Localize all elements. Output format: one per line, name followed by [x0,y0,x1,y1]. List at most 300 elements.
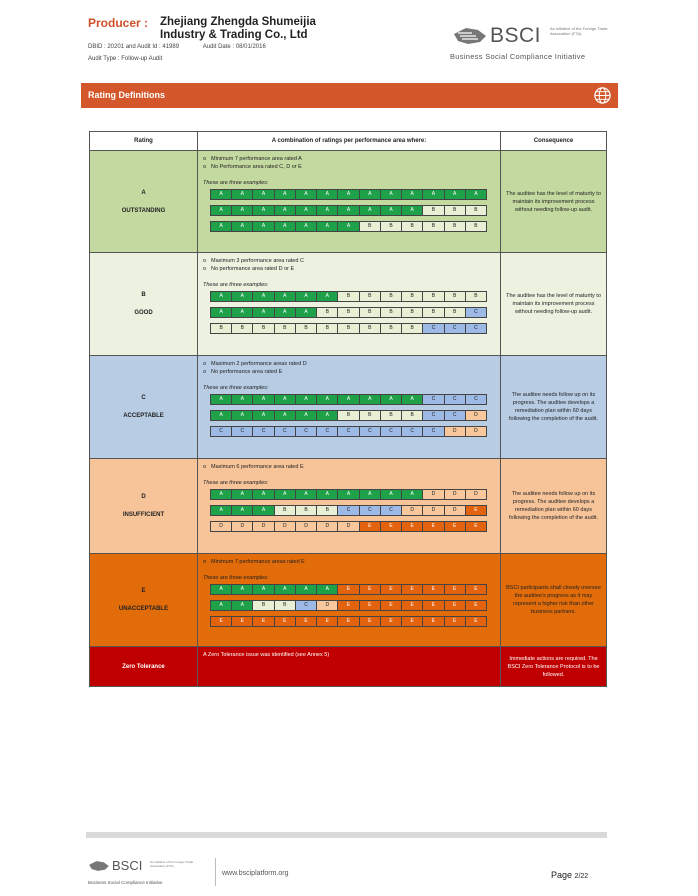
producer-name-line2: Industry & Trading Co., Ltd [160,29,308,41]
rating-cell-a: A [232,411,253,420]
rating-cell-c: C [466,324,486,333]
rating-row [90,253,607,356]
rating-cell-e: E [466,506,486,515]
rating-cell-a: A [296,411,317,420]
rating-cell-a: A [402,206,423,215]
rating-cell-a: A [317,222,338,231]
rating-letter: E [141,588,146,594]
page-indicator [551,870,588,880]
rating-cell-a: A [275,308,296,317]
rating-cell-a: A [381,190,402,199]
rating-cell [90,253,198,356]
rating-cell-e: E [275,617,296,626]
rating-cell-b: B [423,206,444,215]
rating-cell-a: A [211,190,232,199]
bsci-logo [450,22,620,70]
rating-cell-a: A [253,222,274,231]
rating-cell-a: A [317,411,338,420]
rating-row [90,151,607,253]
rating-cell-b: B [232,324,253,333]
examples-label: These are three examples: [203,282,269,288]
rating-cell-b: B [317,308,338,317]
rating-cell-b: B [296,324,317,333]
criterion-text: Maximum 6 performance area rated E [211,464,304,470]
page-label: Page [551,870,573,880]
combination-cell [198,459,501,554]
criterion [203,360,495,368]
example-rating-strip [210,394,487,405]
rating-row [90,459,607,554]
rating-cell-a: A [275,222,296,231]
bullet-circle-icon: o [203,164,207,170]
rating-cell-e: E [402,617,423,626]
bsci-logo-word: BSCI [490,24,542,47]
consequence-cell: The auditee needs follow up on its progress. The auditee develops a remediation plan within 60 days following the completion of the audit. [501,459,607,554]
rating-cell-b: B [381,292,402,301]
rating-cell-b: B [466,222,486,231]
rating-cell-a: A [296,308,317,317]
bsci-hands-icon [452,24,488,48]
rating-cell-e: E [381,617,402,626]
rating-cell-c: C [423,427,444,436]
rating-cell-e: E [360,617,381,626]
rating-cell-e: E [338,585,359,594]
criterion-text: Maximum 3 performance area rated C [211,258,304,264]
criterion [203,163,495,171]
rating-cell-a: A [232,190,253,199]
rating-cell-c: C [381,427,402,436]
rating-cell-b: B [402,222,423,231]
rating-cell-d: D [275,522,296,531]
rating-cell-a: A [338,190,359,199]
rating-cell-a: A [253,190,274,199]
rating-cell-a: A [275,292,296,301]
criterion-text: No performance area rated D or E [211,266,295,272]
rating-cell-e: E [338,617,359,626]
rating-cell-b: B [402,324,423,333]
rating-cell-c: C [381,506,402,515]
rating-cell-a: A [211,506,232,515]
example-rating-strip [210,410,487,421]
header-consequence: Consequence [501,132,607,151]
rating-cell-e: E [402,601,423,610]
rating-cell-d: D [338,522,359,531]
rating-cell-d: D [317,522,338,531]
footer-bsci-hands-icon [88,858,110,874]
rating-cell-b: B [275,506,296,515]
rating-cell-c: C [445,324,466,333]
rating-cell-a: A [232,292,253,301]
criterion-text: Maximum 2 performance areas rated D [211,361,307,367]
rating-cell-c: C [402,427,423,436]
criterion-text: Minimum 7 performance areas rated E [211,559,305,565]
rating-name: Zero Tolerance [122,663,165,670]
rating-cell-b: B [445,222,466,231]
criterion-text: Minimum 7 performance area rated A [211,156,302,162]
criterion [203,257,495,265]
producer-name-line1: Zhejiang Zhengda Shumeijia [160,16,316,28]
rating-cell-b: B [466,292,486,301]
rating-letter: B [141,292,146,298]
bsci-tagline: Business Social Compliance Initiative [450,52,586,61]
consequence-cell: The auditee has the level of maturity to maintain its improvement process without needing follow-up audit. [501,151,607,253]
consequence-cell: Immediate actions are required. The BSCI Zero Tolerance Protocol is to be followed. [501,647,607,687]
rating-cell-e: E [466,522,486,531]
rating-cell-e: E [381,601,402,610]
rating-cell [90,647,198,687]
rating-cell-b: B [360,411,381,420]
rating-cell-a: A [338,206,359,215]
rating-cell-a: A [211,411,232,420]
rating-cell-a: A [317,190,338,199]
consequence-cell: The auditee needs follow up on its progress. The auditee develops a remediation plan within 60 days following the completion of the audit. [501,356,607,459]
rating-cell-b: B [466,206,486,215]
page-number: 2/22 [574,873,589,880]
header-combination: A combination of ratings per performance area where: [198,132,501,151]
criterion-text: A Zero Tolerance issue was identified (see Annex 5) [203,652,330,658]
rating-cell-c: C [317,427,338,436]
rating-name: UNACCEPTABLE [118,606,169,612]
rating-cell-e: E [466,601,486,610]
example-rating-strip [210,426,487,437]
example-rating-strip [210,221,487,232]
rating-cell-a: A [232,601,253,610]
rating-definitions-table [89,131,607,687]
rating-cell-a: A [253,490,274,499]
example-rating-strip [210,323,487,334]
rating-cell-a: A [211,601,232,610]
rating-cell-d: D [466,411,486,420]
rating-cell-a: A [232,206,253,215]
rating-cell-a: A [275,585,296,594]
rating-cell-b: B [338,324,359,333]
rating-cell-a: A [253,308,274,317]
rating-cell-a: A [466,190,486,199]
criterion-text: No performance area rated E [211,369,283,375]
rating-cell-d: D [232,522,253,531]
rating-cell-a: A [360,190,381,199]
rating-cell-a: A [275,395,296,404]
rating-cell-a: A [232,308,253,317]
rating-row [90,647,607,687]
example-rating-strip [210,189,487,200]
rating-cell-a: A [232,395,253,404]
rating-cell-d: D [211,522,232,531]
bsci-logo-sub: An initiative of the Foreign Trade Association (FTA) [550,26,608,36]
document-header [88,16,618,76]
rating-cell-e: E [402,585,423,594]
rating-cell-e: E [445,617,466,626]
rating-cell-a: A [211,585,232,594]
bullet-circle-icon: o [203,559,207,565]
rating-cell-a: A [296,395,317,404]
rating-cell-e: E [232,617,253,626]
criterion [203,265,495,273]
bullet-circle-icon: o [203,361,207,367]
criterion [203,368,495,376]
rating-cell-b: B [360,222,381,231]
audit-date: Audit Date : 08/01/2016 [202,44,266,50]
rating-cell-c: C [253,427,274,436]
rating-cell-c: C [338,427,359,436]
rating-cell-a: A [338,395,359,404]
rating-cell-a: A [275,190,296,199]
rating-row [90,554,607,647]
examples-label: These are three examples: [203,575,269,581]
rating-cell-b: B [423,222,444,231]
rating-cell-c: C [466,395,486,404]
rating-cell-c: C [445,395,466,404]
rating-cell-c: C [360,506,381,515]
rating-cell-e: E [381,585,402,594]
producer-name [160,16,390,42]
footer-logo-sub: An initiative of the Foreign Trade Association (FTA) [150,860,194,868]
rating-name: OUTSTANDING [121,207,166,214]
combination-cell [198,356,501,459]
rating-cell-a: A [275,206,296,215]
rating-cell-b: B [317,324,338,333]
criterion [203,558,495,566]
rating-cell-a: A [402,490,423,499]
rating-cell-d: D [445,506,466,515]
rating-cell-a: A [317,292,338,301]
rating-cell-a: A [296,222,317,231]
rating-cell-b: B [381,222,402,231]
rating-cell-b: B [360,292,381,301]
consequence-cell: BSCI participants shall closely oversee the auditee's progress as it may represent a higher risk than other business partners. [501,554,607,647]
rating-cell [90,554,198,647]
rating-cell-a: A [296,585,317,594]
rating-cell-d: D [296,522,317,531]
bullet-circle-icon: o [203,156,207,162]
rating-cell-a: A [338,222,359,231]
table-header-row [90,132,607,151]
rating-cell-e: E [445,601,466,610]
rating-cell-d: D [317,601,338,610]
criterion-text: No Performance area rated C, D or E [211,164,302,170]
rating-cell-a: A [253,506,274,515]
rating-cell-d: D [445,427,466,436]
rating-cell-e: E [402,522,423,531]
example-rating-strip [210,505,487,516]
rating-cell-e: E [423,522,444,531]
rating-cell-c: C [296,427,317,436]
audit-ids [88,44,266,50]
bullet-circle-icon: o [203,266,207,272]
combination-cell [198,647,501,687]
footer-rule [86,832,607,838]
example-rating-strip [210,489,487,500]
criterion [203,651,495,659]
rating-cell-a: A [211,206,232,215]
rating-cell-a: A [381,490,402,499]
rating-name: ACCEPTABLE [123,413,164,419]
rating-cell-b: B [338,292,359,301]
rating-cell-e: E [445,585,466,594]
rating-cell-c: C [275,427,296,436]
rating-cell-b: B [402,292,423,301]
dbid-audit-id: DBID : 20201 and Audit Id : 41989 [88,44,180,50]
rating-cell-a: A [232,585,253,594]
rating-cell-d: D [423,490,444,499]
criterion [203,155,495,163]
combination-cell [198,151,501,253]
rating-cell-e: E [423,585,444,594]
combination-cell [198,253,501,356]
rating-cell-a: A [232,506,253,515]
rating-letter: A [141,189,146,196]
rating-cell-a: A [445,190,466,199]
rating-cell-a: A [317,395,338,404]
rating-cell-a: A [296,292,317,301]
rating-cell-b: B [360,308,381,317]
rating-cell-a: A [253,206,274,215]
rating-cell-d: D [423,506,444,515]
rating-cell-a: A [253,411,274,420]
rating-cell-a: A [360,395,381,404]
rating-cell-a: A [381,395,402,404]
rating-cell-b: B [338,308,359,317]
rating-letter: D [141,494,146,500]
rating-cell [90,459,198,554]
example-rating-strip [210,291,487,302]
rating-cell-b: B [211,324,232,333]
rating-cell-e: E [466,617,486,626]
rating-cell-c: C [360,427,381,436]
example-rating-strip [210,307,487,318]
example-rating-strip [210,584,487,595]
rating-cell-b: B [381,324,402,333]
section-header-bar [81,83,618,108]
producer-label: Producer : [88,16,149,30]
example-rating-strip [210,600,487,611]
rating-cell-b: B [423,308,444,317]
rating-name: INSUFFICIENT [122,512,165,518]
rating-cell-e: E [423,617,444,626]
rating-cell-a: A [317,490,338,499]
rating-cell-e: E [360,522,381,531]
examples-label: These are three examples: [203,180,269,186]
examples-label: These are three examples: [203,385,269,391]
rating-cell-e: E [381,522,402,531]
rating-cell-c: C [423,411,444,420]
rating-cell-a: A [423,190,444,199]
rating-cell-b: B [381,308,402,317]
rating-cell-a: A [232,222,253,231]
rating-cell-d: D [466,490,486,499]
rating-cell-e: E [296,617,317,626]
rating-cell-e: E [211,617,232,626]
rating-cell-e: E [466,585,486,594]
rating-cell-c: C [466,308,486,317]
audit-type: Audit Type : Follow-up Audit [88,56,163,62]
rating-cell-a: A [317,585,338,594]
rating-cell-a: A [211,490,232,499]
rating-cell-d: D [253,522,274,531]
bullet-circle-icon: o [203,464,207,470]
rating-cell-a: A [402,395,423,404]
rating-cell-c: C [296,601,317,610]
rating-cell-a: A [253,292,274,301]
rating-cell-a: A [275,490,296,499]
rating-cell-e: E [360,585,381,594]
rating-cell-d: D [445,490,466,499]
rating-cell-b: B [423,292,444,301]
rating-cell-a: A [275,411,296,420]
footer-url[interactable]: www.bsciplatform.org [222,870,289,877]
rating-cell-b: B [253,601,274,610]
rating-cell-b: B [275,601,296,610]
rating-cell-b: B [402,308,423,317]
rating-cell [90,151,198,253]
rating-cell [90,356,198,459]
consequence-cell: The auditee has the level of maturity to maintain its improvement process without needing follow-up audit. [501,253,607,356]
footer-logo-word: BSCI [112,858,143,873]
rating-cell-b: B [338,411,359,420]
rating-cell-e: E [445,522,466,531]
rating-cell-a: A [211,222,232,231]
rating-cell-c: C [423,324,444,333]
rating-cell-a: A [211,292,232,301]
bullet-circle-icon: o [203,258,207,264]
rating-cell-a: A [296,190,317,199]
rating-cell-e: E [317,617,338,626]
footer-logo-tagline: Business Social Compliance Initiative [88,880,163,885]
bullet-circle-icon: o [203,369,207,375]
rating-cell-b: B [275,324,296,333]
rating-cell-a: A [360,490,381,499]
rating-cell-e: E [253,617,274,626]
rating-cell-c: C [338,506,359,515]
example-rating-strip [210,205,487,216]
rating-cell-a: A [317,206,338,215]
rating-cell-a: A [253,585,274,594]
rating-cell-b: B [445,308,466,317]
rating-cell-b: B [360,324,381,333]
rating-cell-b: B [296,506,317,515]
rating-cell-a: A [381,206,402,215]
rating-cell-a: A [232,490,253,499]
header-rating: Rating [90,132,198,151]
examples-label: These are three examples: [203,480,269,486]
rating-cell-a: A [338,490,359,499]
rating-letter: C [141,395,146,401]
rating-cell-b: B [402,411,423,420]
rating-cell-b: B [253,324,274,333]
rating-cell-c: C [423,395,444,404]
rating-cell-e: E [360,601,381,610]
rating-cell-e: E [423,601,444,610]
rating-cell-a: A [296,490,317,499]
rating-cell-b: B [445,292,466,301]
rating-cell-d: D [402,506,423,515]
rating-cell-a: A [296,206,317,215]
section-title: Rating Definitions [88,90,165,100]
rating-cell-c: C [232,427,253,436]
rating-cell-a: A [211,308,232,317]
rating-cell-c: C [445,411,466,420]
rating-cell-a: A [253,395,274,404]
rating-cell-d: D [466,427,486,436]
rating-name: GOOD [134,310,153,316]
combination-cell [198,554,501,647]
rating-cell-b: B [317,506,338,515]
rating-row [90,356,607,459]
rating-cell-a: A [402,190,423,199]
rating-cell-a: A [211,395,232,404]
example-rating-strip [210,521,487,532]
criterion [203,463,495,471]
